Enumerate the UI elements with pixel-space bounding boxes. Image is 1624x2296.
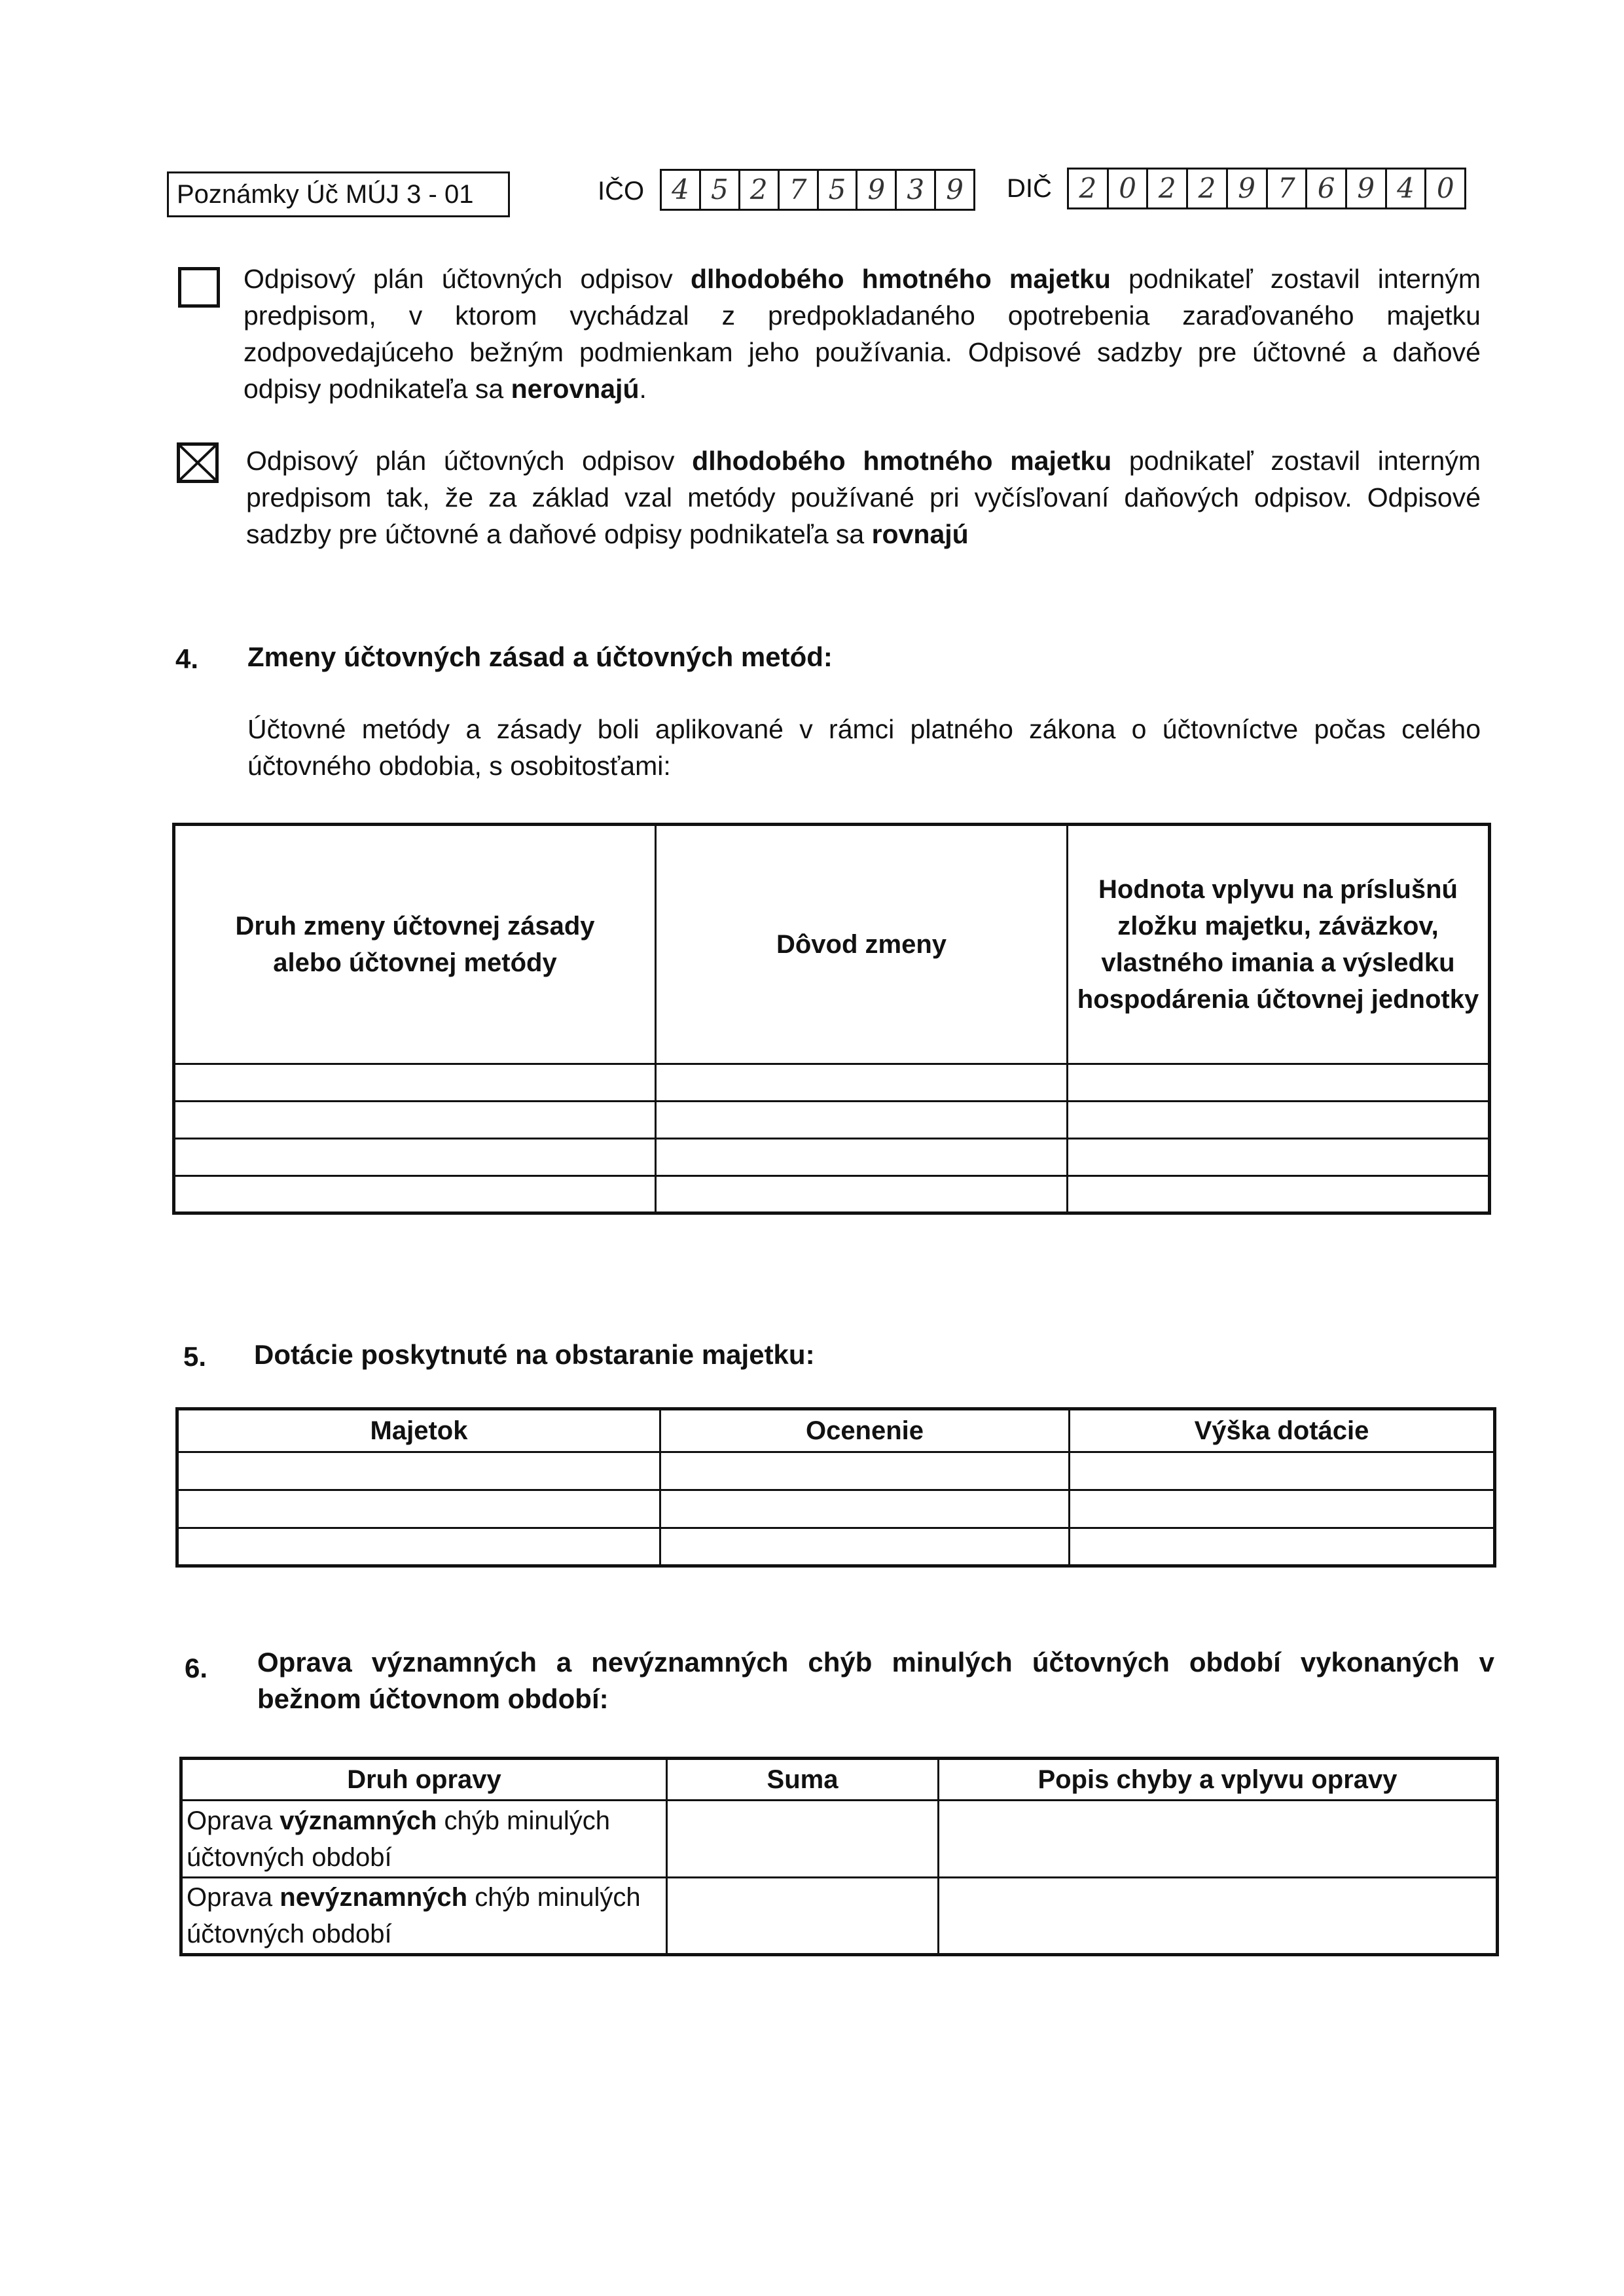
header-cell: Hodnota vplyvu na príslušnú zložku majetku, záväzkov, vlastného imania a výsledku hospodárenia účtovnej jednotky — [1068, 825, 1490, 1064]
digit-cell[interactable]: 0 — [1436, 172, 1454, 204]
digit-cell[interactable]: 7 — [780, 171, 819, 209]
digit-cell[interactable]: 2 — [1188, 170, 1228, 207]
correction-type-cell: Oprava významných chýb minulých účtovných období — [181, 1801, 667, 1878]
header-cell: Suma — [667, 1759, 939, 1801]
section5-number: 5. — [183, 1341, 207, 1372]
table-corrections — [179, 1757, 1499, 1956]
table-row — [174, 1139, 1490, 1176]
dic-label: DIČ — [1007, 174, 1052, 203]
section5-title: Dotácie poskytnuté na obstaranie majetku: — [254, 1339, 815, 1370]
digit-cell[interactable]: 4 — [1387, 170, 1427, 207]
section4-number: 4. — [175, 643, 199, 674]
digit-cell[interactable]: 5 — [819, 171, 858, 209]
section4-text: Účtovné metódy a zásady boli aplikované v rámci platného zákona o účtovníctve počas celého účtovného obdobia, s osobitosťami: — [247, 714, 1481, 781]
ico-label: IČO — [598, 177, 645, 206]
correction-type-cell: Oprava nevýznamných chýb minulých účtovných období — [181, 1878, 667, 1955]
digit-cell[interactable]: 0 — [1109, 170, 1149, 207]
digit-cell[interactable]: 9 — [946, 173, 964, 206]
table-row — [181, 1801, 1498, 1878]
digit-cell[interactable]: 2 — [1069, 170, 1109, 207]
digit-cell[interactable]: 9 — [1347, 170, 1387, 207]
table-subsidies — [175, 1407, 1496, 1568]
option1-text: Odpisový plán účtovných odpisov dlhodobého hmotného majetku podnikateľ zostavil interným predpisom, v ktorom vychádzal z predpokladaného opotrebenia zaraďovaného majetku zodpovedajúceho bežným podmienkam jeho používania. Odpisové sadzby pre účtovné a daňové odpisy podnikateľa sa nerovnajú. — [244, 264, 1481, 404]
table-row — [177, 1490, 1495, 1528]
form-code-label: Poznámky Úč MÚJ 3 - 01 — [177, 180, 474, 209]
section6-title: Oprava významných a nevýznamných chýb minulých účtovných období vykonaných v bežnom účtovnom období: — [257, 1647, 1494, 1714]
ico-field[interactable] — [660, 169, 975, 211]
header-cell: Ocenenie — [660, 1409, 1070, 1452]
header-cell: Popis chyby a vplyvu opravy — [939, 1759, 1498, 1801]
digit-cell[interactable]: 9 — [857, 171, 897, 209]
table-row — [177, 1528, 1495, 1566]
digit-cell[interactable]: 2 — [1148, 170, 1188, 207]
option2-checkbox[interactable] — [177, 442, 219, 483]
digit-cell[interactable]: 2 — [740, 171, 780, 209]
digit-cell[interactable]: 6 — [1307, 170, 1347, 207]
digit-cell[interactable]: 9 — [1228, 170, 1268, 207]
digit-cell[interactable]: 3 — [897, 171, 936, 209]
table-changes — [172, 823, 1491, 1215]
table-row — [174, 1176, 1490, 1213]
section6-number: 6. — [185, 1653, 208, 1683]
digit-cell[interactable]: 4 — [662, 171, 701, 209]
option2-text: Odpisový plán účtovných odpisov dlhodobého hmotného majetku podnikateľ zostavil interným predpisom tak, že za základ vzal metódy používané pri vyčísľovaní daňových odpisov. Odpisové sadzby pre účtovné a daňové odpisy podnikateľa sa rovnajú — [246, 446, 1481, 549]
option1-checkbox[interactable] — [178, 267, 220, 308]
header-cell: Druh zmeny účtovnej zásady alebo účtovnej metódy — [174, 825, 656, 1064]
table-row — [177, 1452, 1495, 1490]
header-cell: Dôvod zmeny — [656, 825, 1068, 1064]
form-code-box — [167, 171, 510, 217]
digit-cell[interactable]: 5 — [701, 171, 740, 209]
header-cell: Výška dotácie — [1070, 1409, 1495, 1452]
check-cross-icon — [180, 446, 215, 480]
section4-title: Zmeny účtovných zásad a účtovných metód: — [247, 641, 833, 672]
digit-cell[interactable]: 7 — [1268, 170, 1308, 207]
header-cell: Majetok — [177, 1409, 660, 1452]
table-row — [174, 1102, 1490, 1139]
header-cell: Druh opravy — [181, 1759, 667, 1801]
table-row — [174, 1064, 1490, 1102]
dic-field[interactable] — [1067, 168, 1466, 209]
table-row — [181, 1878, 1498, 1955]
